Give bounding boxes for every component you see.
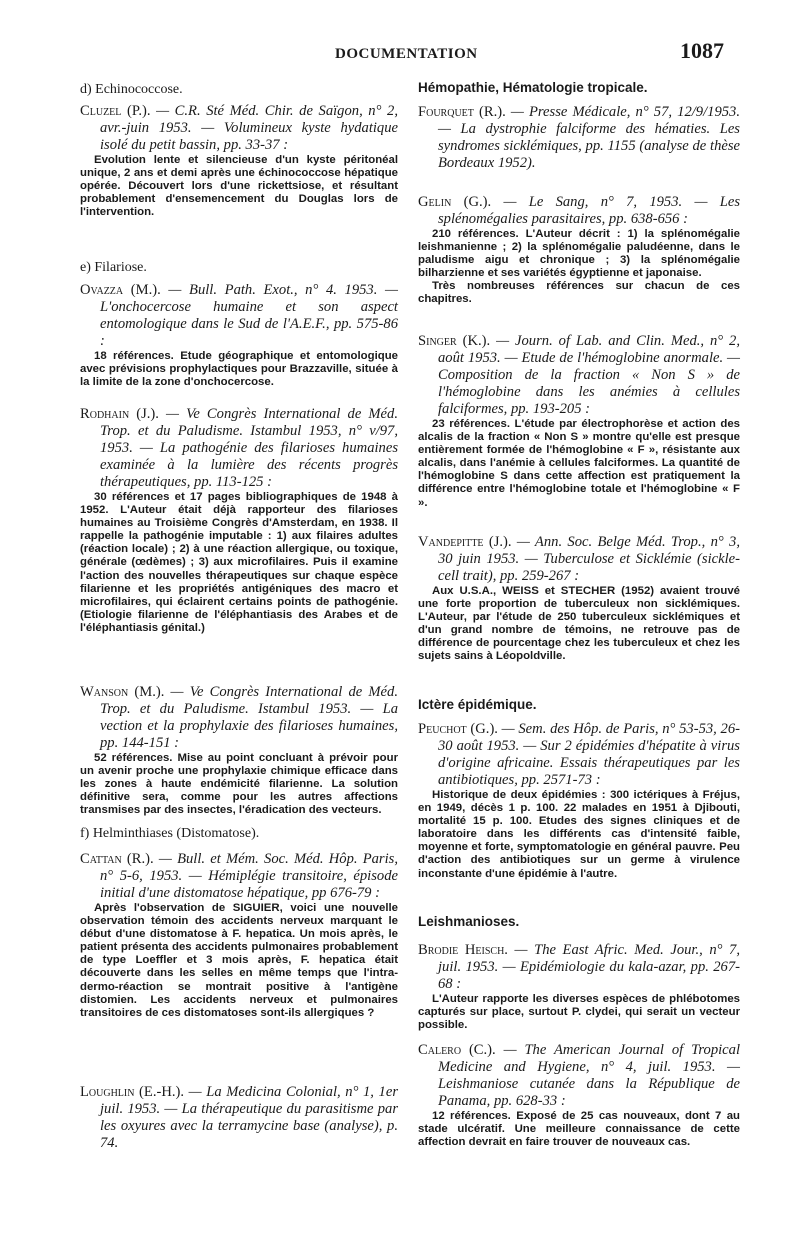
reference-citation: — Sem. des Hôp. de Paris, n° 53-53, 26-30 août 1953. — Sur 2 épidémies d'hépatite à virus d'origine africaine. Essais thérapeutiques par les antibiotiques, pp. 2571-73 : (438, 721, 740, 788)
reference-entry (418, 194, 740, 307)
page-number: 1087 (680, 38, 724, 63)
reference-citation: — The East Afric. Med. Jour., n° 7, juil. 1953. — Epidémiologie du kala-azar, pp. 267-68 : (438, 942, 741, 992)
reference-author: Peuchot (G.). (418, 721, 498, 737)
section-heading-filariose: e) Filariose. (80, 260, 147, 275)
reference-entry (418, 721, 740, 881)
reference-entry (80, 684, 398, 817)
reference-entry (80, 1084, 398, 1152)
reference-entry (418, 534, 740, 664)
reference-author: Wanson (M.). (80, 684, 165, 700)
reference-citation: — Ann. Soc. Belge Méd. Trop., n° 3, 30 juin 1953. — Tuberculose et Sicklémie (sickle-cell trait), pp. 259-267 : (438, 534, 741, 584)
section-heading-hemopathie: Hémopathie, Hématologie tropicale. (418, 80, 648, 95)
reference-abstract: Historique de deux épidémies : 300 ictériques à Fréjus, en 1949, décès 1 p. 100. 22 malades en 1951 à Djibouti, mortalité 15 p. 100. Etudes des signes cliniques et de laboratoire dans les différents cas d'intensité faible, moyenne et forte, symptomatologie en général pauvre. Peu d'action des antibiotiques sur un germe à virulence inconstante d'une épidémie à l'autre. (418, 789, 740, 880)
reference-abstract: 210 références. L'Auteur décrit : 1) la splénomégalie leishmanienne ; 2) la splénomégalie paludéenne, dans le paludisme aigu et chronique ; 3) la splénomégalie bilharzienne et ses variétés égyptienne et japonaise. Très nombreuses références sur chacun de ces chapitres. (418, 228, 740, 306)
reference-citation: — Bull. Path. Exot., n° 4. 1953. — L'onchocercose humaine et son aspect entomologique dans le Sud de l'A.E.F., pp. 575-86 : (100, 282, 399, 349)
section-heading-leishmanioses: Leishmanioses. (418, 914, 520, 929)
reference-author: Rodhain (J.). (80, 406, 159, 422)
reference-author: Calero (C.). (418, 1042, 496, 1058)
reference-citation: — Le Sang, n° 7, 1953. — Les splénomégalies parasitaires, pp. 638-656 : (438, 194, 740, 227)
reference-entry (418, 1042, 740, 1149)
reference-entry (418, 333, 740, 510)
reference-author: Loughlin (E.-H.). (80, 1084, 185, 1100)
reference-abstract: L'Auteur rapporte les diverses espèces de phlébotomes capturés sur place, surtout P. clydei, qui serait un vecteur possible. (418, 993, 740, 1032)
reference-citation: — Ve Congrès International de Méd. Trop. et du Paludisme. Istambul 1953. — La vection et la prophylaxie des filarioses humaines, pp. 144-151 : (100, 684, 398, 751)
reference-author: Cattan (R.). (80, 851, 154, 867)
section-heading-helminthiases: f) Helminthiases (Distomatose). (80, 826, 260, 841)
reference-abstract: Evolution lente et silencieuse d'un kyste péritonéal unique, 2 ans et demi après une échinococcose hépatique opérée. Découvert lors d'une rickettsiose, et résultant probablement d'ensemencement du Douglas lors de l'intervention. (80, 154, 398, 219)
reference-abstract: 30 références et 17 pages bibliographiques de 1948 à 1952. L'Auteur était déjà rapporteur des filarioses humaines au Troisième Congrès d'Amsterdam, en 1938. Il rappelle la pathogénie imputable : 1) aux filaires adultes (réaction locale) ; 2) à une réaction allergique, ou toxique, générale (œdèmes) ; 3) aux microfilaires. Puis il examine l'action des nouvelles thérapeutiques sur chaque espèce filarienne et les propriétés antigéniques des macro et microfilaires, qui éclairent certains points de pathogénie. (Etiologie filarienne de l'éléphantiasis des Arabes et de l'éléphantiasis génital.) (80, 491, 398, 634)
reference-author: Fourquet (R.). (418, 104, 506, 120)
reference-author: Brodie Heisch. (418, 942, 508, 958)
reference-citation: — Bull. et Mém. Soc. Méd. Hôp. Paris, n° 5-6, 1953. — Hémiplégie transitoire, épisode initial d'une distomatose hépatique, pp 676-79 : (100, 851, 398, 901)
section-heading-echinococcose: d) Echinococcose. (80, 82, 183, 97)
reference-citation: — La Medicina Colonial, n° 1, 1er juil. 1953. — La thérapeutique du parasitisme par les oxyures avec la terramycine base (analyse), p. 74. (100, 1084, 398, 1151)
reference-citation: — Ve Congrès International de Méd. Trop. et du Paludisme. Istambul 1953, n° v/97, 1953. — La pathogénie des filarioses humaines examinée à la lumière des récents progrès thérapeutiques, pp. 113-125 : (100, 406, 398, 490)
reference-entry (418, 104, 740, 172)
section-heading-ictere: Ictère épidémique. (418, 697, 537, 712)
running-header: DOCUMENTATION (335, 46, 478, 62)
reference-entry (80, 406, 398, 635)
reference-author: Vandepitte (J.). (418, 534, 512, 550)
reference-entry (80, 282, 398, 389)
reference-author: Ovazza (M.). (80, 282, 161, 298)
reference-entry (80, 103, 398, 219)
reference-author: Cluzel (P.). (80, 103, 151, 119)
reference-citation: — Presse Médicale, n° 57, 12/9/1953. — La dystrophie falciforme des hématies. Les syndromes sicklémiques, pp. 1155 (analyse de thèse Bordeaux 1952). (438, 104, 740, 171)
reference-abstract: 12 références. Exposé de 25 cas nouveaux, dont 7 au stade ulcératif. Une meilleure connaissance de cette affection devrait en faire trouver de nouveaux cas. (418, 1110, 740, 1149)
reference-abstract: Aux U.S.A., WEISS et STECHER (1952) avaient trouvé une forte proportion de tuberculeux non sicklémiques. L'Auteur, par l'étude de 250 tuberculeux sicklémiques et d'un grand nombre de témoins, ne retrouve pas de différence de pourcentage chez les tuberculeux et chez les sujets sains à Léopoldville. (418, 585, 740, 663)
reference-entry (80, 851, 398, 1020)
reference-entry (418, 942, 740, 1032)
reference-author: Gelin (G.). (418, 194, 492, 210)
reference-author: Singer (K.). (418, 333, 491, 349)
reference-abstract: 23 références. L'étude par électrophorèse et action des alcalis de la fraction « Non S » montre qu'elle est presque entièrement formée de l'hémoglobine « F », résistante aux alcalis, dans l'anémie à cellules falciformes. La quantité de l'hémoglobine S dans cette affection est pratiquement la différence entre l'hémoglobine totale et l'hémoglobine « F ». (418, 418, 740, 509)
reference-citation: — C.R. Sté Méd. Chir. de Saïgon, n° 2, avr.-juin 1953. — Volumineux kyste hydatique isolé du petit bassin, pp. 33-37 : (100, 103, 398, 153)
reference-abstract: 18 références. Etude géographique et entomologique avec prévisions prophylactiques pour Brazzaville, située à la limite de la zone d'onchocercose. (80, 350, 398, 389)
reference-citation: — Journ. of Lab. and Clin. Med., n° 2, août 1953. — Etude de l'hémoglobine anormale. — Composition de la fraction « Non S » de l'hémoglobine dans les anémies à cellules falciformes, pp. 193-205 : (438, 333, 741, 417)
reference-abstract: 52 références. Mise au point concluant à prévoir pour un avenir proche une prophylaxie chimique efficace dans les zones à haute endémicité filarienne. La solution définitive sera, comme pour les autres affections transmises par des insectes, l'éradication des vecteurs. (80, 752, 398, 817)
reference-citation: — The American Journal of Tropical Medicine and Hygiene, n° 4, juil. 1953. — Leishmaniose cutanée dans la République de Panama, pp. 628-33 : (438, 1042, 741, 1109)
reference-abstract: Après l'observation de SIGUIER, voici une nouvelle observation témoin des accidents nerveux marquant le début d'une distomatose à F. hepatica. Un mois après, le patient présenta des accidents pulmonaires probablement de type Loeffler et 3 mois après, F. hepatica était découverte dans les selles en même temps que l'intra-dermo-réaction se montrait positive à l'antigène distomien. Les accidents nerveux et pulmonaires transitoires de ces distomatoses sont-ils allergiques ? (80, 902, 398, 1019)
